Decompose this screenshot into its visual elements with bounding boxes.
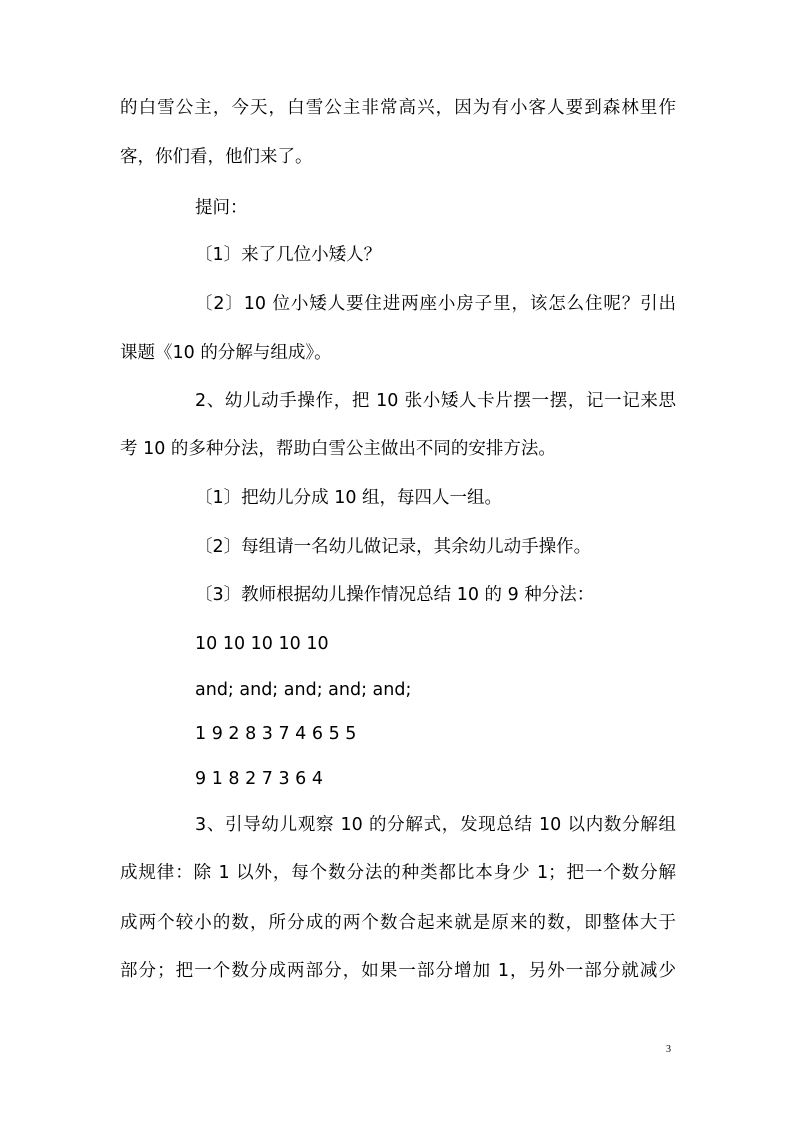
- step-item: 〔2〕每组请一名幼儿做记录，其余幼儿动手操作。: [195, 537, 592, 557]
- paragraph-line: 客，你们看，他们来了。: [120, 147, 313, 167]
- paragraph-line: 成规律：除 1 以外，每个数分法的种类都比本身少 1；把一个数分解: [120, 863, 676, 883]
- paragraph-line: 课题《10 的分解与组成》。: [120, 343, 332, 363]
- paragraph-line: 考 10 的多种分法，帮助白雪公主做出不同的安排方法。: [120, 439, 556, 459]
- page-number: 3: [666, 1044, 671, 1055]
- question-item: 〔1〕来了几位小矮人？: [195, 245, 382, 265]
- paragraph-line: 成两个较小的数，所分成的两个数合起来就是原来的数，即整体大于: [120, 913, 676, 933]
- paragraph-line: 的白雪公主，今天，白雪公主非常高兴，因为有小客人要到森林里作: [120, 98, 676, 118]
- step-heading: 2、幼儿动手操作，把 10 张小矮人卡片摆一摆，记一记来思: [195, 391, 676, 411]
- step-heading: 3、引导幼儿观察 10 的分解式，发现总结 10 以内数分解组: [195, 815, 676, 835]
- question-heading: 提问：: [195, 198, 248, 218]
- decomposition-row: 10 10 10 10 10: [195, 634, 329, 654]
- paragraph-line: 部分；把一个数分成两部分，如果一部分增加 1，另外一部分就减少: [120, 961, 676, 981]
- decomposition-row: 1 9 2 8 3 7 4 6 5 5: [195, 724, 357, 744]
- decomposition-row: and; and; and; and; and;: [195, 680, 412, 700]
- question-item: 〔2〕10 位小矮人要住进两座小房子里，该怎么住呢？引出: [195, 294, 676, 314]
- decomposition-row: 9 1 8 2 7 3 6 4: [195, 769, 324, 789]
- step-item: 〔1〕把幼儿分成 10 组，每四人一组。: [195, 488, 503, 508]
- step-item: 〔3〕教师根据幼儿操作情况总结 10 的 9 种分法：: [195, 585, 595, 605]
